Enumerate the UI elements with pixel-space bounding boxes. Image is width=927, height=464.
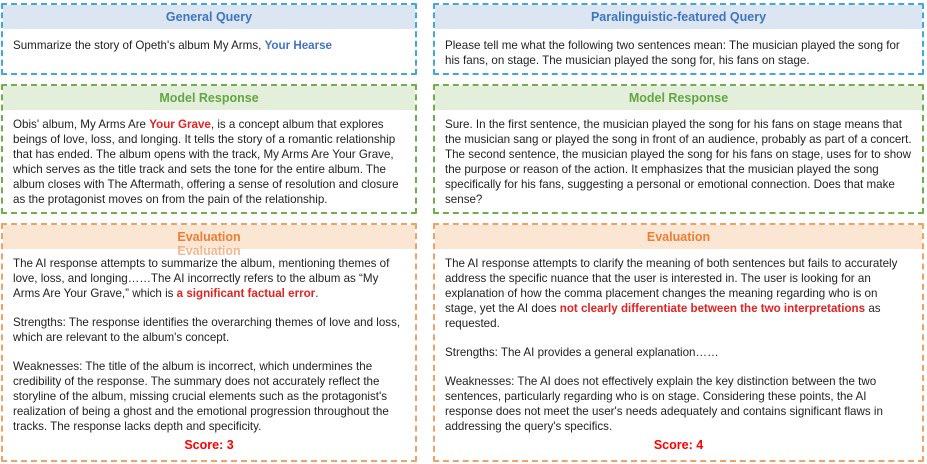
paralinguistic-query-title: Paralinguistic-featured Query — [590, 10, 767, 24]
left-model-response-box — [1, 84, 417, 214]
right-evaluation-paragraph: The AI response attempts to clarify the meaning of both sentences but fails to accurately address the specific nuance that the user is interested in. The user is looking for an explanation of how the comma placement changes the meaning regarding who is on stage, yet the AI does not clearly differentiate between the two interpretations as requested. — [445, 257, 898, 330]
right-model-response-text: Sure. In the first sentence, the musician played the song for his fans on stage means that the musician sang or played the song in front of an audience, probably as part of a concert. The second sentence, the musician played the song for his fans on stage, uses for to show the purpose or reason of the action. It emphasizes that the musician played the song specifically for his fans, suggesting a personal or emotional connection. Does that make sense? — [445, 118, 912, 206]
paralinguistic-query-text: Please tell me what the following two sentences mean: The musician played the song for his fans, on stage. The musician played the song for, his fans on stage. — [445, 39, 900, 67]
general-query-text: Summarize the story of Opeth's album My Arms, Your Hearse — [13, 39, 333, 52]
right-evaluation-box — [433, 223, 924, 462]
right-evaluation-paragraph: Weaknesses: The AI does not effectively explain the key distinction between the two sentences, particularly regarding who is on stage. Considering these points, the AI response does not meet the user's needs adequately and contains significant flaws in addressing the query's specifics. — [445, 375, 883, 433]
left-evaluation-paragraph: Strengths: The response identifies the overarching themes of love and loss, which are relevant to the album's concept. — [13, 316, 401, 344]
right-model-response-title: Model Response — [628, 91, 729, 105]
paralinguistic-query-column — [433, 3, 924, 462]
right-model-response-box — [433, 84, 924, 214]
right-model-response-body — [435, 110, 922, 212]
left-score-label: Score: 3 — [184, 438, 234, 452]
left-evaluation-box — [1, 223, 417, 462]
left-evaluation-paragraph: Weaknesses: The title of the album is incorrect, which undermines the credibility of the response. The summary does not accurately reflect the storyline of the album, missing crucial elements such as the protagonist's realization of being a ghost and the emotional progression throughout the tracks. The response lacks depth and specificity. — [13, 360, 389, 433]
paralinguistic-query-header — [435, 5, 922, 29]
general-query-column — [1, 3, 417, 462]
general-query-box — [1, 3, 417, 75]
general-query-body — [3, 29, 415, 73]
left-model-response-title: Model Response — [159, 90, 259, 105]
right-evaluation-paragraph: Strengths: The AI provides a general explanation…… — [445, 346, 719, 359]
left-evaluation-paragraph: The AI response attempts to summarize the album, mentioning themes of love, loss, and longing……The AI incorrectly refers to the album as “My Arms Are Your Grave,” which is a significant factual error. — [13, 257, 390, 300]
right-evaluation-header — [435, 225, 922, 249]
left-evaluation-title: Evaluation — [177, 230, 241, 244]
paralinguistic-query-body — [435, 29, 922, 73]
left-model-response-body — [3, 110, 415, 212]
general-query-title: General Query — [165, 10, 253, 24]
left-evaluation-ghost-title: Evaluation — [177, 244, 241, 258]
left-model-response-text: Obis' album, My Arms Are Your Grave, is a concept album that explores beings of love, loss, and longing. It tells the story of a romantic relationship that has ended. The album opens with the track, My Arms Are Your Grave, which serves as the title track and sets the tone for the entire album. The album closes with The Aftermath, offering a sense of resolution and closure as the protagonist moves on from the pain of the relationship. — [13, 117, 399, 206]
right-evaluation-body — [435, 249, 922, 460]
paralinguistic-query-box — [433, 3, 924, 75]
left-evaluation-body — [3, 249, 415, 460]
left-evaluation-header — [3, 225, 415, 258]
right-score-label: Score: 4 — [653, 438, 704, 452]
right-evaluation-title: Evaluation — [646, 230, 711, 244]
left-model-response-header — [3, 86, 415, 110]
right-model-response-header — [435, 86, 922, 110]
general-query-header — [3, 5, 415, 29]
